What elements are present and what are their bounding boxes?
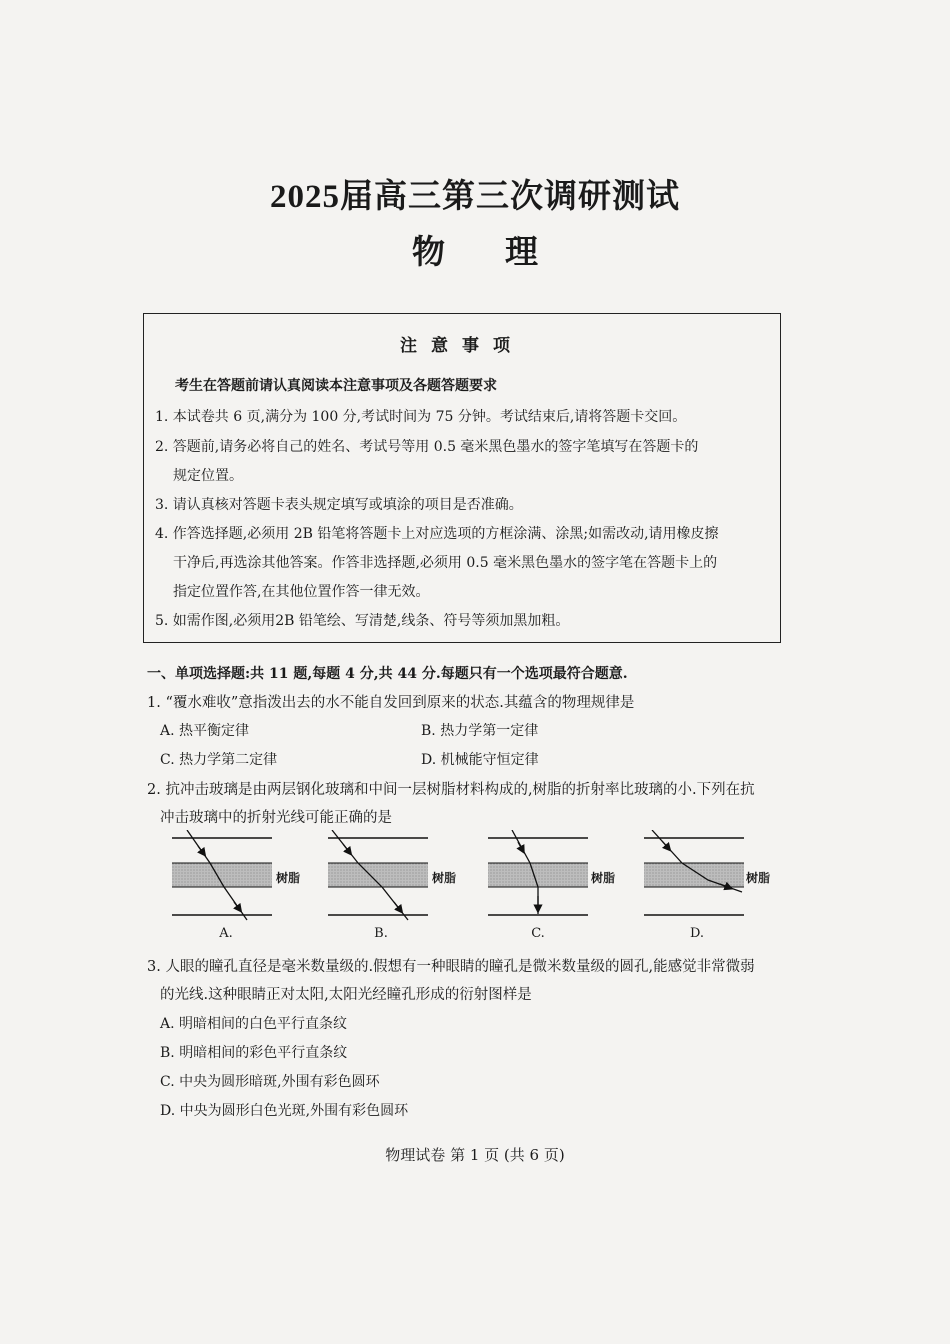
- notice-item: 规定位置。: [173, 468, 243, 484]
- notice-item: 干净后,再选涂其他答案。作答非选择题,必须用 0.5 毫米黑色墨水的签字笔在答题卡上的: [173, 555, 718, 571]
- diagram-label-c: C.: [531, 926, 545, 941]
- exam-title: 2025届高三第三次调研测试: [270, 179, 680, 215]
- notice-item: 4. 作答选择题,必须用 2B 铅笔将答题卡上对应选项的方框涂满、涂黑;如需改动,请用橡皮擦: [155, 526, 719, 542]
- q1-option-d: D. 机械能守恒定律: [421, 752, 539, 768]
- section-header: 一、单项选择题:共 11 题,每题 4 分,共 44 分.每题只有一个选项最符合题意.: [147, 666, 628, 682]
- subject-title: 物理: [412, 232, 598, 271]
- resin-label-d: 树脂: [746, 871, 771, 885]
- page-footer: 物理试卷 第 1 页 (共 6 页): [385, 1146, 565, 1164]
- diagram-d: [644, 830, 744, 915]
- notice-intro: 考生在答题前请认真阅读本注意事项及各题答题要求: [175, 378, 497, 394]
- diagram-label-a: A.: [219, 926, 233, 941]
- diagram-a: [172, 830, 272, 920]
- q3-option-b: B. 明暗相间的彩色平行直条纹: [160, 1045, 348, 1061]
- notice-item: 1. 本试卷共 6 页,满分为 100 分,考试时间为 75 分钟。考试结束后,请将答题卡交回。: [155, 409, 687, 425]
- notice-item: 3. 请认真核对答题卡表头规定填写或填涂的项目是否准确。: [155, 497, 523, 513]
- diagram-label-d: D.: [689, 926, 705, 941]
- q1-option-b: B. 热力学第一定律: [421, 723, 539, 739]
- notice-title: 注意事项: [400, 336, 524, 356]
- q3-option-c: C. 中央为圆形暗斑,外围有彩色圆环: [160, 1074, 380, 1090]
- notice-item: 指定位置作答,在其他位置作答一律无效。: [173, 584, 430, 600]
- q1-option-c: C. 热力学第二定律: [160, 752, 278, 768]
- question-2-stem-line1: 2. 抗冲击玻璃是由两层钢化玻璃和中间一层树脂材料构成的,树脂的折射率比玻璃的小.下列在抗: [147, 782, 755, 798]
- q3-option-a: A. 明暗相间的白色平行直条纹: [160, 1016, 348, 1032]
- diagram-b: [328, 830, 428, 920]
- resin-label-a: 树脂: [276, 871, 301, 885]
- question-3-stem-line2: 的光线.这种眼睛正对太阳,太阳光经瞳孔形成的衍射图样是: [160, 987, 532, 1003]
- refraction-diagrams: [160, 830, 790, 925]
- diagram-label-b: B.: [374, 926, 388, 941]
- question-1-stem: 1. “覆水难收”意指泼出去的水不能自发回到原来的状态.其蕴含的物理规律是: [147, 695, 635, 711]
- q3-option-d: D. 中央为圆形白色光斑,外围有彩色圆环: [160, 1103, 409, 1119]
- question-3-stem-line1: 3. 人眼的瞳孔直径是毫米数量级的.假想有一种眼睛的瞳孔是微米数量级的圆孔,能感觉非常微弱: [147, 959, 755, 975]
- notice-box: [143, 313, 781, 643]
- diagram-c: [488, 830, 588, 915]
- q1-option-a: A. 热平衡定律: [160, 723, 250, 739]
- question-2-stem-line2: 冲击玻璃中的折射光线可能正确的是: [160, 810, 392, 826]
- resin-label-b: 树脂: [432, 871, 457, 885]
- notice-item: 5. 如需作图,必须用2B 铅笔绘、写清楚,线条、符号等须加黑加粗。: [155, 613, 570, 629]
- notice-item: 2. 答题前,请务必将自己的姓名、考试号等用 0.5 毫米黑色墨水的签字笔填写在答题卡的: [155, 439, 699, 455]
- resin-label-c: 树脂: [591, 871, 616, 885]
